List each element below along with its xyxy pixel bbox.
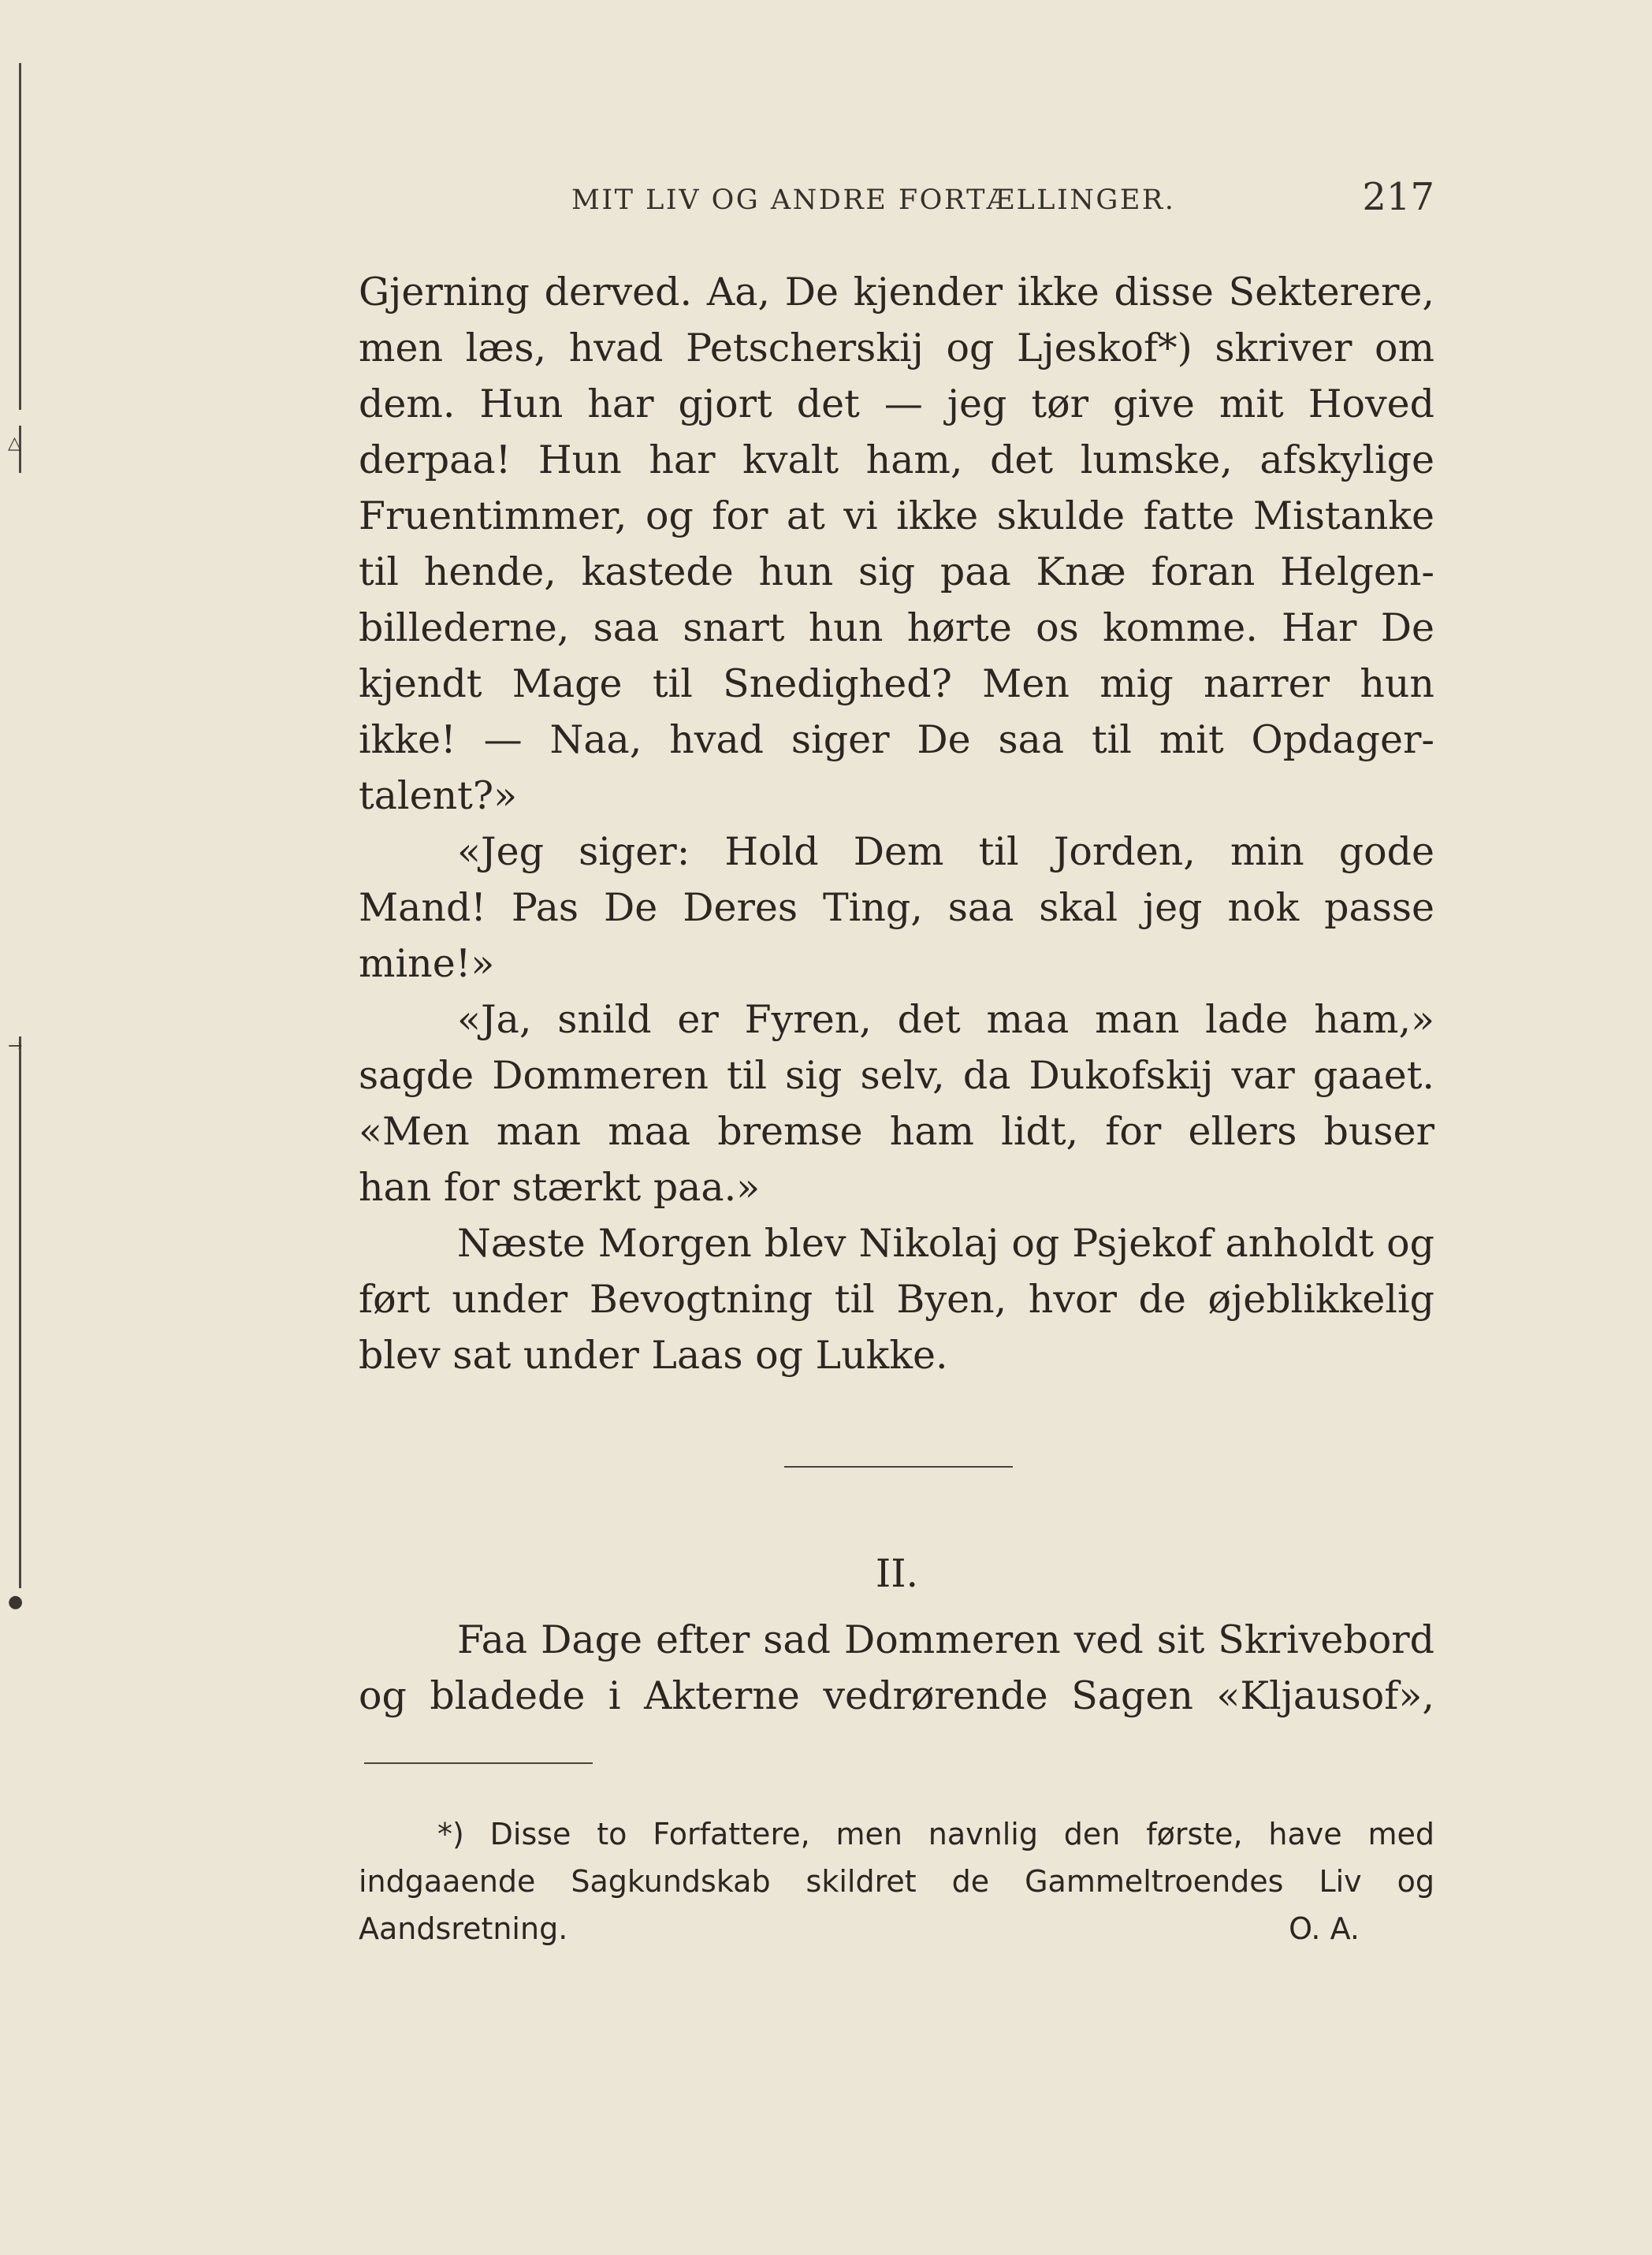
text-line: «Ja, snild er Fyren, det maa man lade ham,» (457, 997, 1434, 1042)
text-line: mine!» (359, 941, 495, 986)
binding-shadow-line (19, 1036, 21, 1588)
binding-edge (8, 47, 25, 1624)
text-line: han for stærkt paa.» (359, 1165, 761, 1210)
text-line: Mand! Pas De Deres Ting, saa skal jeg nok passe (359, 885, 1434, 930)
binding-shadow-line (19, 63, 21, 410)
binding-thread-mark: → (8, 1036, 23, 1056)
text-line: kjendt Mage til Snedighed? Men mig narrer hun (359, 661, 1434, 706)
text-line: ikke! — Naa, hvad siger De saa til mit Opdager- (359, 717, 1434, 762)
footnote-line: indgaaende Sagkundskab skildret de Gammeltroendes Liv og (359, 1864, 1434, 1899)
text-line: «Men man maa bremse ham lidt, for ellers buser (359, 1109, 1434, 1154)
footnote (359, 1810, 1434, 1952)
footnote-line: Aandsretning. (359, 1911, 568, 1946)
text-line: derpaa! Hun har kvalt ham, det lumske, afskylige (359, 437, 1434, 482)
text-line: talent?» (359, 773, 518, 818)
text-line: og bladede i Akterne vedrørende Sagen «Kljausof», (359, 1673, 1434, 1718)
text-line: sagde Dommeren til sig selv, da Dukofskij var gaaet. (359, 1053, 1434, 1098)
footnote-last-line (359, 1905, 1360, 1952)
footnote-line: *) Disse to Forfattere, men navnlig den første, have med (437, 1817, 1434, 1851)
text-line: Fruentimmer, og for at vi ikke skulde fatte Mistanke (359, 493, 1434, 538)
chapter-text (359, 1612, 1434, 1724)
binding-thread-mark: ● (8, 1592, 24, 1612)
text-line: Gjerning derved. Aa, De kjender ikke disse Sekterere, (359, 270, 1434, 314)
body-text (359, 264, 1434, 1383)
chapter-heading: II. (875, 1551, 919, 1596)
text-line: ført under Bevogtning til Byen, hvor de øjeblikkelig (359, 1277, 1434, 1322)
text-line: billederne, saa snart hun hørte os komme. Har De (359, 605, 1434, 650)
footnote-rule (364, 1762, 593, 1764)
text-line: til hende, kastede hun sig paa Knæ foran Helgen- (359, 549, 1434, 594)
page-header (359, 175, 1434, 222)
text-line: dem. Hun har gjort det — jeg tør give mit Hoved (359, 381, 1434, 426)
footnote-signature: O. A. (1289, 1911, 1360, 1946)
page-number: 217 (1362, 175, 1434, 219)
text-line: blev sat under Laas og Lukke. (359, 1333, 948, 1378)
binding-thread-mark: △ (8, 434, 21, 453)
section-divider (784, 1466, 1013, 1468)
text-line: «Jeg siger: Hold Dem til Jorden, min gode (457, 829, 1434, 874)
text-line: men læs, hvad Petscherskij og Ljeskof*) skriver om (359, 326, 1434, 370)
text-line: Næste Morgen blev Nikolaj og Psjekof anholdt og (457, 1221, 1434, 1266)
text-line: Faa Dage efter sad Dommeren ved sit Skrivebord (457, 1617, 1434, 1662)
running-title: MIT LIV OG ANDRE FORTÆLLINGER. (571, 184, 1176, 216)
